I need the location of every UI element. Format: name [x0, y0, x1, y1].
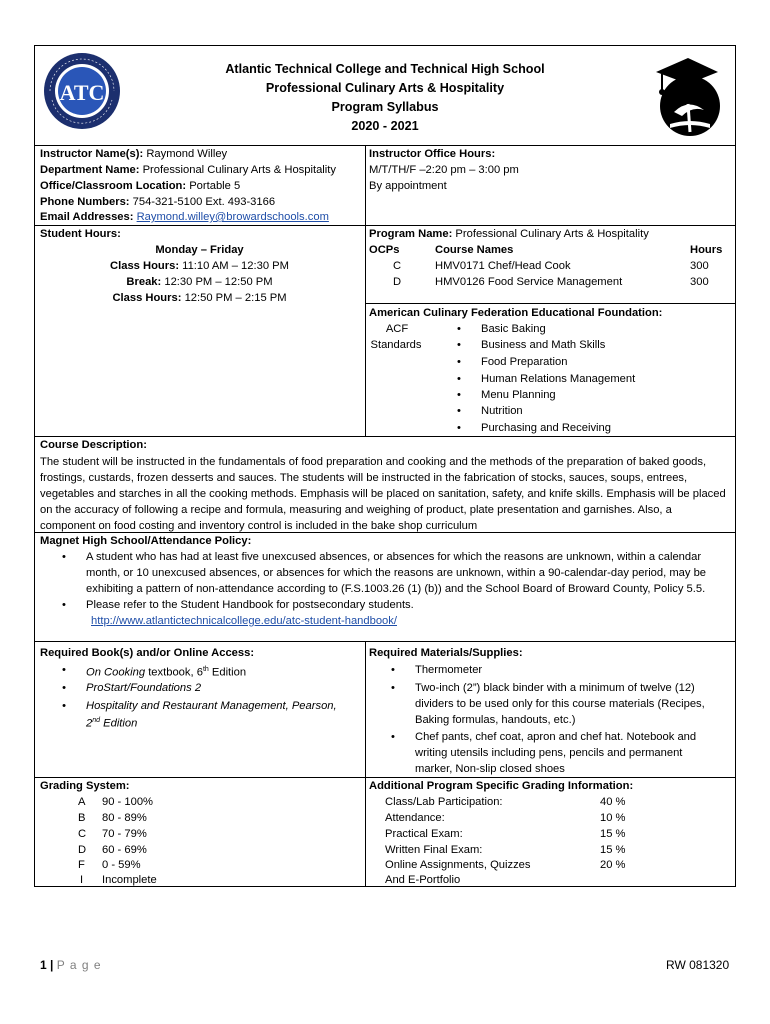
grade-letter: I: [80, 874, 84, 886]
material-item: • Chef pants, chef coat, apron and chef hat. Notebook and: [415, 729, 696, 745]
additional-pct: 20 %: [600, 859, 626, 871]
grade-range: 0 - 59%: [102, 859, 141, 871]
student-hours-days: Monday – Friday: [155, 244, 244, 256]
grade-range: 80 - 89%: [102, 812, 147, 824]
page-separator: |: [50, 958, 54, 972]
rule-books: [34, 641, 736, 642]
header-line-syllabus: Program Syllabus: [331, 100, 439, 114]
grade-range: 60 - 69%: [102, 844, 147, 856]
additional-item: Attendance:: [385, 812, 445, 824]
material-item-line: writing utensils including pens, pencils and permanent: [415, 747, 683, 759]
revision-code: RW 081320: [666, 958, 730, 972]
col-hours: Hours: [690, 244, 723, 256]
additional-pct: 10 %: [600, 812, 626, 824]
student-hours-break: Break: 12:30 PM – 12:50 PM: [126, 276, 273, 288]
instructor-name: Instructor Name(s): Raymond Willey: [40, 148, 228, 160]
acf-item: • Human Relations Management: [481, 371, 635, 387]
grade-letter: D: [78, 844, 87, 856]
page-footer: [40, 958, 102, 972]
additional-pct: 15 %: [600, 828, 626, 840]
book-item: • ProStart/Foundations 2: [86, 680, 201, 696]
material-item: • Two-inch (2”) black binder with a minimum of twelve (12): [415, 680, 695, 696]
handbook-link[interactable]: http://www.atlantictechnicalcollege.edu/atc-student-handbook/: [91, 615, 397, 627]
header-line-year: 2020 - 2021: [351, 119, 419, 133]
col-ocps: OCPs: [369, 244, 400, 256]
header-line-college: Atlantic Technical College and Technical High School: [225, 62, 545, 76]
material-item-line: dividers to be used only for this course materials (Recipes,: [415, 698, 705, 710]
book-item: • Hospitality and Restaurant Management, Pearson,: [86, 698, 337, 714]
program-row-ocp: C: [392, 260, 402, 272]
additional-pct: 40 %: [600, 796, 626, 808]
grading-title: Grading System:: [40, 780, 130, 792]
student-hours-class2: Class Hours: 12:50 PM – 2:15 PM: [112, 292, 287, 304]
program-row-course: HMV0171 Chef/Head Cook: [435, 260, 571, 272]
atc-logo: [42, 48, 122, 134]
attendance-bullet-line: exhibiting a pattern of non-attendance according to (F.S.1003.26 (1) (b)) and the School Board of Broward County, Policy 5.5.: [86, 583, 706, 595]
program-row-course: HMV0126 Food Service Management: [435, 276, 623, 288]
vrule-bottom: [365, 641, 366, 887]
acf-item: • Business and Math Skills: [481, 337, 605, 353]
email-link[interactable]: Raymond.willey@browardschools.com: [136, 211, 329, 223]
grade-letter: C: [78, 828, 87, 840]
program-row-hours: 300: [690, 276, 709, 288]
page-word: P a g e: [56, 958, 102, 972]
program-row-hours: 300: [690, 260, 709, 272]
acf-item: • Nutrition: [481, 403, 523, 419]
grade-range: 70 - 79%: [102, 828, 147, 840]
course-description-line: on the accuracy of following a recipe and formula, measuring and weighing of product, plate presentation and garnishes. Also, a: [40, 504, 672, 516]
additional-item: Written Final Exam:: [385, 844, 483, 856]
course-description-line: The student will be instructed in the fundamentals of food preparation and cooking and the methods of the preparation of baked goods,: [40, 456, 707, 468]
office-location: Office/Classroom Location: Portable 5: [40, 180, 241, 192]
acf-item: • Basic Baking: [481, 321, 546, 337]
additional-item: Class/Lab Participation:: [385, 796, 503, 808]
student-hours-label: Student Hours:: [40, 228, 121, 240]
page-number: 1: [40, 958, 47, 972]
course-description-line: vegetables and starches in all the cooking methods. Emphasis will be placed on sanitation, safety, and knife skills. Emphasis will be placed: [40, 488, 726, 500]
additional-grading-title: Additional Program Specific Grading Information:: [369, 780, 634, 792]
acf-item: • Purchasing and Receiving: [481, 420, 611, 436]
program-name: Program Name: Professional Culinary Arts & Hospitality: [369, 228, 649, 240]
materials-title: Required Materials/Supplies:: [369, 647, 523, 659]
grade-letter: F: [78, 859, 85, 871]
grade-letter: B: [78, 812, 86, 824]
course-description-line: frostings, custards, frozen desserts and sauces. The students will be instructed in the fabrication of stocks, sauces, soups, entrees,: [40, 472, 688, 484]
acf-label-standards: Standards: [370, 339, 422, 351]
book-item-edition: 2nd Edition: [86, 717, 138, 730]
attendance-handbook-note: • Please refer to the Student Handbook for postsecondary students.: [86, 597, 414, 613]
attendance-bullet-line: • A student who has had at least five unexcused absences, or absences for which the reasons are unknown, within a calendar: [86, 549, 701, 565]
vrule-top: [365, 145, 366, 436]
program-row-ocp: D: [392, 276, 402, 288]
course-description-title: Course Description:: [40, 439, 147, 451]
col-course-names: Course Names: [435, 244, 514, 256]
chef-hat-palm-logo: [652, 54, 722, 140]
office-hours-line1: M/T/TH/F –2:20 pm – 3:00 pm: [369, 164, 519, 176]
material-item-line: marker, Non-slip closed shoes: [415, 763, 565, 775]
attendance-bullet-line: month, or 10 unexcused absences, or absences for which the reasons are unknown, within a 90-calendar-day period, may be: [86, 567, 707, 579]
book-item: • On Cooking textbook, 6th Edition: [86, 662, 246, 681]
additional-item: Online Assignments, Quizzes: [385, 859, 531, 871]
office-hours-label: Instructor Office Hours:: [369, 148, 496, 160]
course-description-line: component on food costing and inventory control is included in the bake shop curriculum: [40, 520, 478, 532]
acf-title: American Culinary Federation Educational Foundation:: [369, 307, 663, 319]
material-item: • Thermometer: [415, 662, 482, 678]
additional-item: And E-Portfolio: [385, 874, 461, 886]
attendance-title: Magnet High School/Attendance Policy:: [40, 535, 252, 547]
grade-range: 90 - 100%: [102, 796, 153, 808]
additional-item: Practical Exam:: [385, 828, 463, 840]
svg-text:ATC: ATC: [59, 80, 105, 105]
email-addresses: Email Addresses: Raymond.willey@browardschools.com: [40, 211, 329, 223]
phone-numbers: Phone Numbers: 754-321-5100 Ext. 493-3166: [40, 196, 276, 208]
department-name: Department Name: Professional Culinary Arts & Hospitality: [40, 164, 336, 176]
acf-label: ACF: [385, 323, 409, 335]
material-item-line: Baking formulas, handouts, etc.): [415, 714, 576, 726]
grade-range: Incomplete: [102, 874, 157, 886]
books-title: Required Book(s) and/or Online Access:: [40, 647, 255, 659]
header-line-program: Professional Culinary Arts & Hospitality: [265, 81, 505, 95]
grade-letter: A: [78, 796, 86, 808]
rule-acf: [365, 303, 736, 304]
acf-item: • Food Preparation: [481, 354, 567, 370]
acf-item: • Menu Planning: [481, 387, 556, 403]
student-hours-class: Class Hours: 11:10 AM – 12:30 PM: [110, 260, 289, 272]
additional-pct: 15 %: [600, 844, 626, 856]
office-hours-line2: By appointment: [369, 180, 447, 192]
